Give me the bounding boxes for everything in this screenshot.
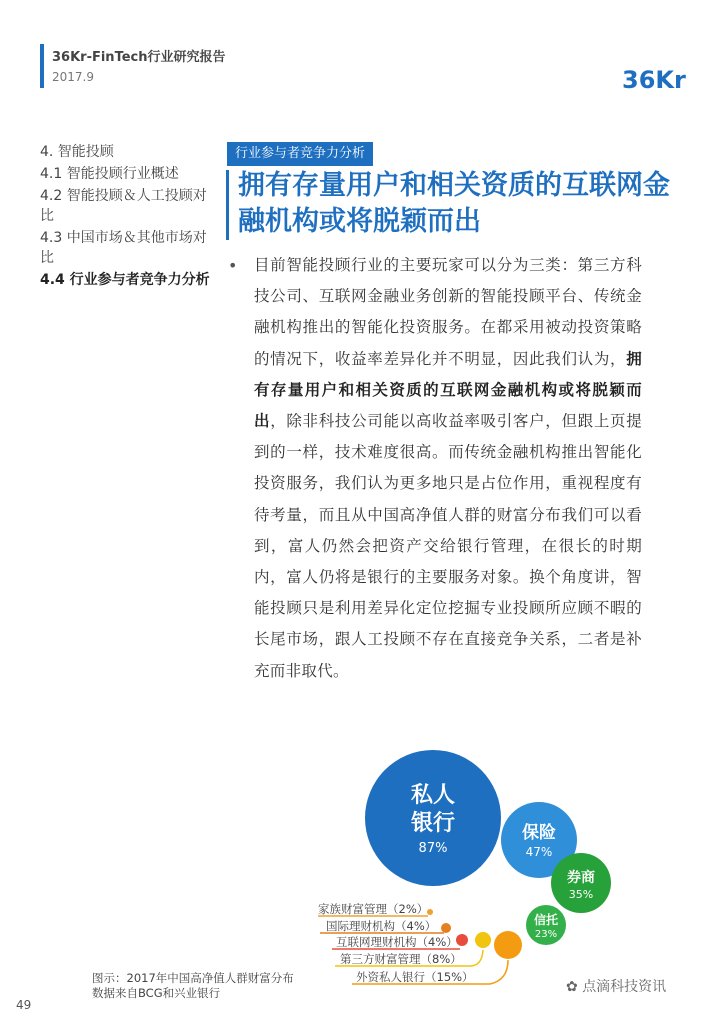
label-private-bank-name-1: 私人: [410, 783, 456, 808]
body-text-part1: 目前智能投顾行业的主要玩家可以分为三类：第三方科技公司、互联网金融业务创新的智能投顾平台、传统金融机构推出的智能化投资服务。在都采用被动投资策略的情况下，收益率差异化并不明显，因此我们认为，: [254, 256, 642, 368]
label-insurance-name: 保险: [522, 823, 556, 843]
toc-item[interactable]: 4.1 智能投顾行业概述: [40, 166, 179, 182]
header-accent-bar: [40, 44, 44, 88]
body-text-part2: ，除非科技公司能以高收益率吸引客户，但跟上页提到的一样，技术难度很高。而传统金融机构推出智能化投资服务，我们认为更多地只是占位作用，重视程度有待考量，而且从中国高净值人群的财富分布我们可以看到，富人仍然会把资产交给银行管理，在很长的时期内，富人仍将是银行的主要服务对象。换个角度讲，智能投顾只是利用差异化定位挖掘专业投顾所应顾不暇的长尾市场，跟人工投顾不存在直接竞争关系，二者是补充而非取代。: [254, 412, 642, 680]
watermark: [566, 976, 666, 996]
label-private-bank-name-2: 银行: [410, 811, 456, 836]
label-private-bank-value: 87%: [418, 841, 448, 856]
bubble-third-party-wealth: [475, 932, 491, 948]
section-tag: 行业参与者竞争力分析: [227, 142, 373, 166]
label-trust-name: 信托: [533, 913, 559, 927]
label-brokerage-name: 券商: [567, 870, 595, 886]
label-brokerage-value: 35%: [568, 888, 594, 901]
table-of-contents: [40, 142, 220, 292]
report-date: 2017.9: [52, 70, 94, 84]
watermark-text: 点滴科技资讯: [582, 979, 667, 995]
figure-caption-line2: 数据来自BCG和兴业银行: [92, 986, 221, 1000]
figure-caption: [92, 971, 294, 1001]
toc-item[interactable]: 4.3 中国市场＆其他市场对比: [40, 230, 207, 266]
section-headline: 拥有存量用户和相关资质的互联网金融机构或将脱颖而出: [238, 170, 670, 237]
label-insurance-value: 47%: [525, 845, 553, 859]
bubble-intl-wealth: [441, 923, 451, 933]
label-trust-value: 23%: [534, 929, 558, 940]
brand-logo: [620, 60, 704, 106]
bubble-internet-finance: [456, 934, 468, 946]
body-paragraph: [254, 250, 642, 687]
report-title: 36Kr-FinTech行业研究报告: [52, 50, 226, 65]
toc-item[interactable]: 4.2 智能投顾＆人工投顾对比: [40, 188, 207, 224]
toc-item[interactable]: 4. 智能投顾: [40, 144, 114, 160]
toc-item-active[interactable]: 4.4 行业参与者竞争力分析: [40, 272, 210, 288]
wealth-distribution-chart: [0, 740, 720, 1000]
label-foreign-private-bank: 外资私人银行（15%）: [356, 970, 474, 984]
bubble-foreign-private-bank: [494, 931, 522, 959]
label-family-wealth: 家族财富管理（2%）: [318, 902, 429, 916]
page-number: 49: [16, 998, 32, 1012]
body-text-bold: 拥有存量用户和相关资质的互联网金融机构或将脱颖而出: [254, 349, 642, 431]
label-internet-finance: 互联网理财机构（4%）: [336, 935, 458, 949]
label-third-party-wealth: 第三方财富管理（8%）: [340, 952, 462, 966]
headline-accent-bar: [226, 170, 229, 240]
bullet-marker: •: [228, 256, 238, 275]
logo-text: 36Kr: [622, 66, 686, 94]
figure-caption-line1: 图示：2017年中国高净值人群财富分布: [92, 971, 294, 985]
label-intl-wealth: 国际理财机构（4%）: [326, 919, 437, 933]
wechat-icon: ✿: [566, 979, 583, 995]
